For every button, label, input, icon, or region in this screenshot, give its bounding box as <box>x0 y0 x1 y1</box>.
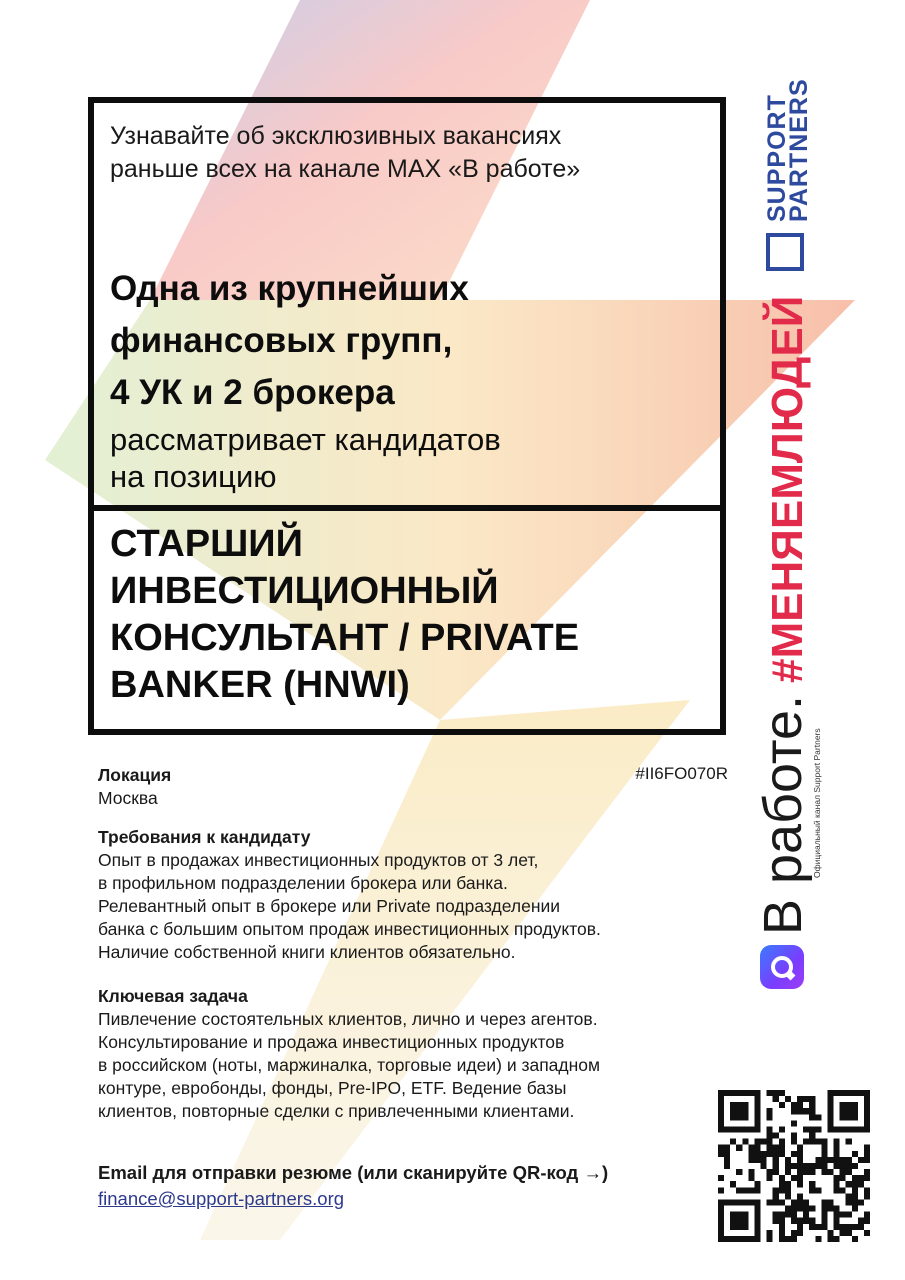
task-section <box>98 985 600 1123</box>
location-label: Локация <box>98 765 172 785</box>
channel-intro: Узнавайте об эксклюзивных вакансиях раньше всех на канале MAX «В работе» <box>110 122 581 183</box>
max-app-icon <box>760 945 804 989</box>
email-label: Email для отправки резюме (или сканируйте QR-код →) <box>98 1162 609 1183</box>
qr-code[interactable] <box>718 1090 870 1242</box>
headline-divider <box>88 505 726 511</box>
support-partners-logo: SUPPORT PARTNERS <box>763 78 813 222</box>
job-title: СТАРШИЙ ИНВЕСТИЦИОННЫЙ КОНСУЛЬТАНТ / PRIVATE BANKER (HNWI) <box>110 523 580 706</box>
task-text: Пивлечение состоятельных клиентов, лично и через агентов. Консультирование и продажа инвестиционных продуктов в российском (ноты, маржиналка, торговые идеи) и западном контуре, евробонды, фонды, Pre-IPO, ETF. Ведение базы клиентов, повторные сделки с привлеченными клиентами. <box>98 1009 601 1121</box>
subheadline: рассматривает кандидатов на позицию <box>110 422 501 494</box>
email-link[interactable]: finance@support-partners.org <box>98 1188 345 1209</box>
requirements-label: Требования к кандидату <box>98 827 311 847</box>
location-section <box>98 764 171 810</box>
requirements-text: Опыт в продажах инвестиционных продуктов от 3 лет, в профильном подразделении брокера или банка. Релевантный опыт в брокере или Private подразделении банка с большим опытом продаж инвестиционных продуктов. Наличие собственной книги клиентов обязательно. <box>98 850 601 962</box>
channel-subtitle: Официальный канал Support Partners <box>812 728 822 878</box>
vacancy-code: #II6FO070R <box>635 764 728 783</box>
company-headline: Одна из крупнейших финансовых групп, 4 УК и 2 брокера <box>110 269 469 412</box>
location-value: Москва <box>98 788 158 808</box>
hashtag: #МЕНЯЕМЛЮДЕЙ <box>763 295 812 683</box>
requirements-section <box>98 826 601 964</box>
support-partners-square-icon <box>766 233 804 271</box>
task-label: Ключевая задача <box>98 986 248 1006</box>
v-rabote-logo: В работе. <box>753 694 813 935</box>
